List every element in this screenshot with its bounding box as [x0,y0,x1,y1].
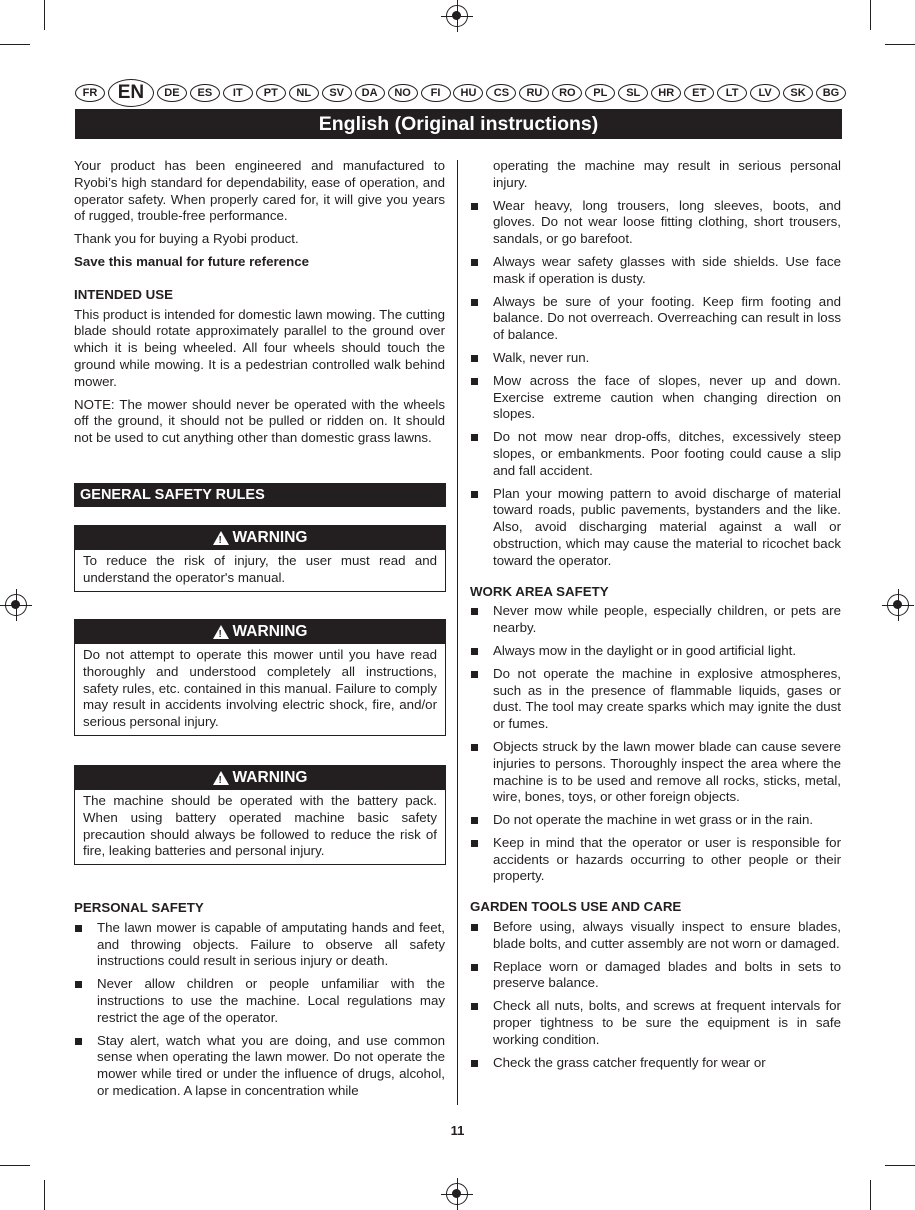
crop-mark [0,44,30,45]
bullet-item: Never allow children or people unfamiliar with the instructions to use the machine. Local regulations may restrict the age of the operator. [74,976,445,1026]
bullet-item: Do not operate the machine in wet grass or in the rain. [470,812,841,829]
intro-thanks: Thank you for buying a Ryobi product. [74,231,299,247]
warning-triangle-icon [213,531,229,545]
registration-mark-icon [446,1183,468,1205]
language-tab-nl: NL [289,84,319,102]
language-tab-hr: HR [651,84,681,102]
bullet-item: Mow across the face of slopes, never up and down. Exercise extreme caution when changing direction on slopes. [470,373,841,423]
save-note: Save this manual for future reference [74,253,309,269]
column-divider [457,160,458,1105]
language-tab-ru: RU [519,84,549,102]
language-tab-fi: FI [421,84,451,102]
crop-mark [0,1165,30,1166]
bullet-item: Replace worn or damaged blades and bolts in sets to preserve balance. [470,959,841,993]
crop-mark [870,1180,871,1210]
bullet-item: Do not mow near drop-offs, ditches, excessively steep slopes, or embankments. Poor footing could cause a slip and fall accident. [470,429,841,479]
work-area-heading: WORK AREA SAFETY [470,583,609,599]
warning-label: WARNING [232,528,308,546]
registration-mark-icon [887,594,909,616]
language-tabs [75,79,842,107]
crop-mark [870,0,871,30]
bullet-item: Wear heavy, long trousers, long sleeves, boots, and gloves. Do not wear loose fitting clothing, short trousers, sandals, or go barefoot. [470,198,841,248]
warning-text: The machine should be operated with the battery pack. When using battery operated machine basic safety precaution should always be followed to reduce the risk of fire, leaking batteries and personal injury. [83,793,437,859]
bullet-item: Check the grass catcher frequently for wear or [470,1055,841,1072]
language-tab-sk: SK [783,84,813,102]
warning-box [74,525,446,592]
intro-paragraph: Your product has been engineered and manufactured to Ryobi’s high standard for dependability, ease of operation, and operator safety. When properly cared for, it will give you years of rugged, trouble-free performance. [74,158,445,224]
language-tab-da: DA [355,84,385,102]
language-tab-bg: BG [816,84,846,102]
crop-mark [885,1165,915,1166]
bullet-item: The lawn mower is capable of amputating hands and feet, and throwing objects. Failure to observe all safety instructions could result in serious injury or death. [74,920,445,970]
bullet-item: Keep in mind that the operator or user is responsible for accidents or hazards occurring to other people or their property. [470,835,841,885]
bullet-item: Always mow in the daylight or in good artificial light. [470,643,841,660]
intended-use-note: NOTE: The mower should never be operated with the wheels off the ground, it should not be pulled or ridden on. It should not be used to cut anything other than domestic grass lawns. [74,396,445,446]
warning-box [74,619,446,736]
bullet-item: Plan your mowing pattern to avoid discharge of material toward roads, public pavements, bystanders and the like. Also, avoid discharging material against a wall or obstruction, which may cause the material to ricochet back toward the operator. [470,486,841,570]
bullet-item: Do not operate the machine in explosive atmospheres, such as in the presence of flammable liquids, gases or dust. The tool may create sparks which may ignite the dust or fumes. [470,666,841,733]
language-tab-es: ES [190,84,220,102]
language-tab-pl: PL [585,84,615,102]
crop-mark [885,44,915,45]
language-tab-lv: LV [750,84,780,102]
continued-text: operating the machine may result in serious personal injury. [493,158,841,190]
language-tab-fr: FR [75,84,105,102]
personal-safety-section [74,900,445,1106]
language-tab-no: NO [388,84,418,102]
language-tab-pt: PT [256,84,286,102]
crop-mark [44,0,45,30]
bullet-item: Walk, never run. [470,350,841,367]
language-tab-hu: HU [453,84,483,102]
language-tab-en: EN [108,79,154,107]
language-tab-lt: LT [717,84,747,102]
warning-text: Do not attempt to operate this mower until you have read thoroughly and understood completely all instructions, safety rules, etc. contained in this manual. Failure to comply may result in accidents involving electric shock, fire, and/or serious personal injury. [83,647,437,730]
language-tab-ro: RO [552,84,582,102]
bullet-item: Never mow while people, especially children, or pets are nearby. [470,603,841,637]
language-tab-de: DE [157,84,187,102]
language-tab-sv: SV [322,84,352,102]
language-tab-cs: CS [486,84,516,102]
bullet-item: Always wear safety glasses with side shields. Use face mask if operation is dusty. [470,254,841,288]
language-tab-sl: SL [618,84,648,102]
crop-mark [44,1180,45,1210]
page-title: English (Original instructions) [75,109,842,139]
warning-triangle-icon [213,625,229,639]
bullet-item: Stay alert, watch what you are doing, and use common sense when operating the lawn mower. Do not operate the mower while tired or under the influence of drugs, alcohol, or medication. A lapse in concentration while [74,1033,445,1100]
warning-triangle-icon [213,771,229,785]
intended-use-heading: INTENDED USE [74,286,173,302]
left-column [74,158,445,453]
registration-mark-icon [446,5,468,27]
garden-tools-heading: GARDEN TOOLS USE AND CARE [470,899,682,915]
warning-label: WARNING [232,768,308,786]
warning-text: To reduce the risk of injury, the user must read and understand the operator's manual. [83,553,437,585]
general-safety-heading: GENERAL SAFETY RULES [74,483,446,507]
personal-safety-heading: PERSONAL SAFETY [74,900,204,915]
language-tab-et: ET [684,84,714,102]
warning-label: WARNING [232,622,308,640]
right-column [470,158,841,1077]
bullet-item: Objects struck by the lawn mower blade can cause severe injuries to persons. Thoroughly inspect the area where the machine is to be used and remove all rocks, sticks, metal, wire, bones, toys, or other foreign objects. [470,739,841,806]
page-number: 11 [450,1123,465,1138]
registration-mark-icon [5,594,27,616]
intended-use-paragraph: This product is intended for domestic lawn mowing. The cutting blade should rotate approximately parallel to the ground over which it is being wheeled. All four wheels should touch the ground while mowing. It is a pedestrian controlled walk behind mower. [74,306,445,389]
bullet-item: Always be sure of your footing. Keep firm footing and balance. Do not overreach. Overreaching can result in loss of balance. [470,294,841,344]
bullet-item: Check all nuts, bolts, and screws at frequent intervals for proper tightness to be sure the equipment is in safe working condition. [470,998,841,1048]
bullet-item: Before using, always visually inspect to ensure blades, blade bolts, and cutter assembly are not worn or damaged. [470,919,841,953]
language-tab-it: IT [223,84,253,102]
warning-box [74,765,446,865]
